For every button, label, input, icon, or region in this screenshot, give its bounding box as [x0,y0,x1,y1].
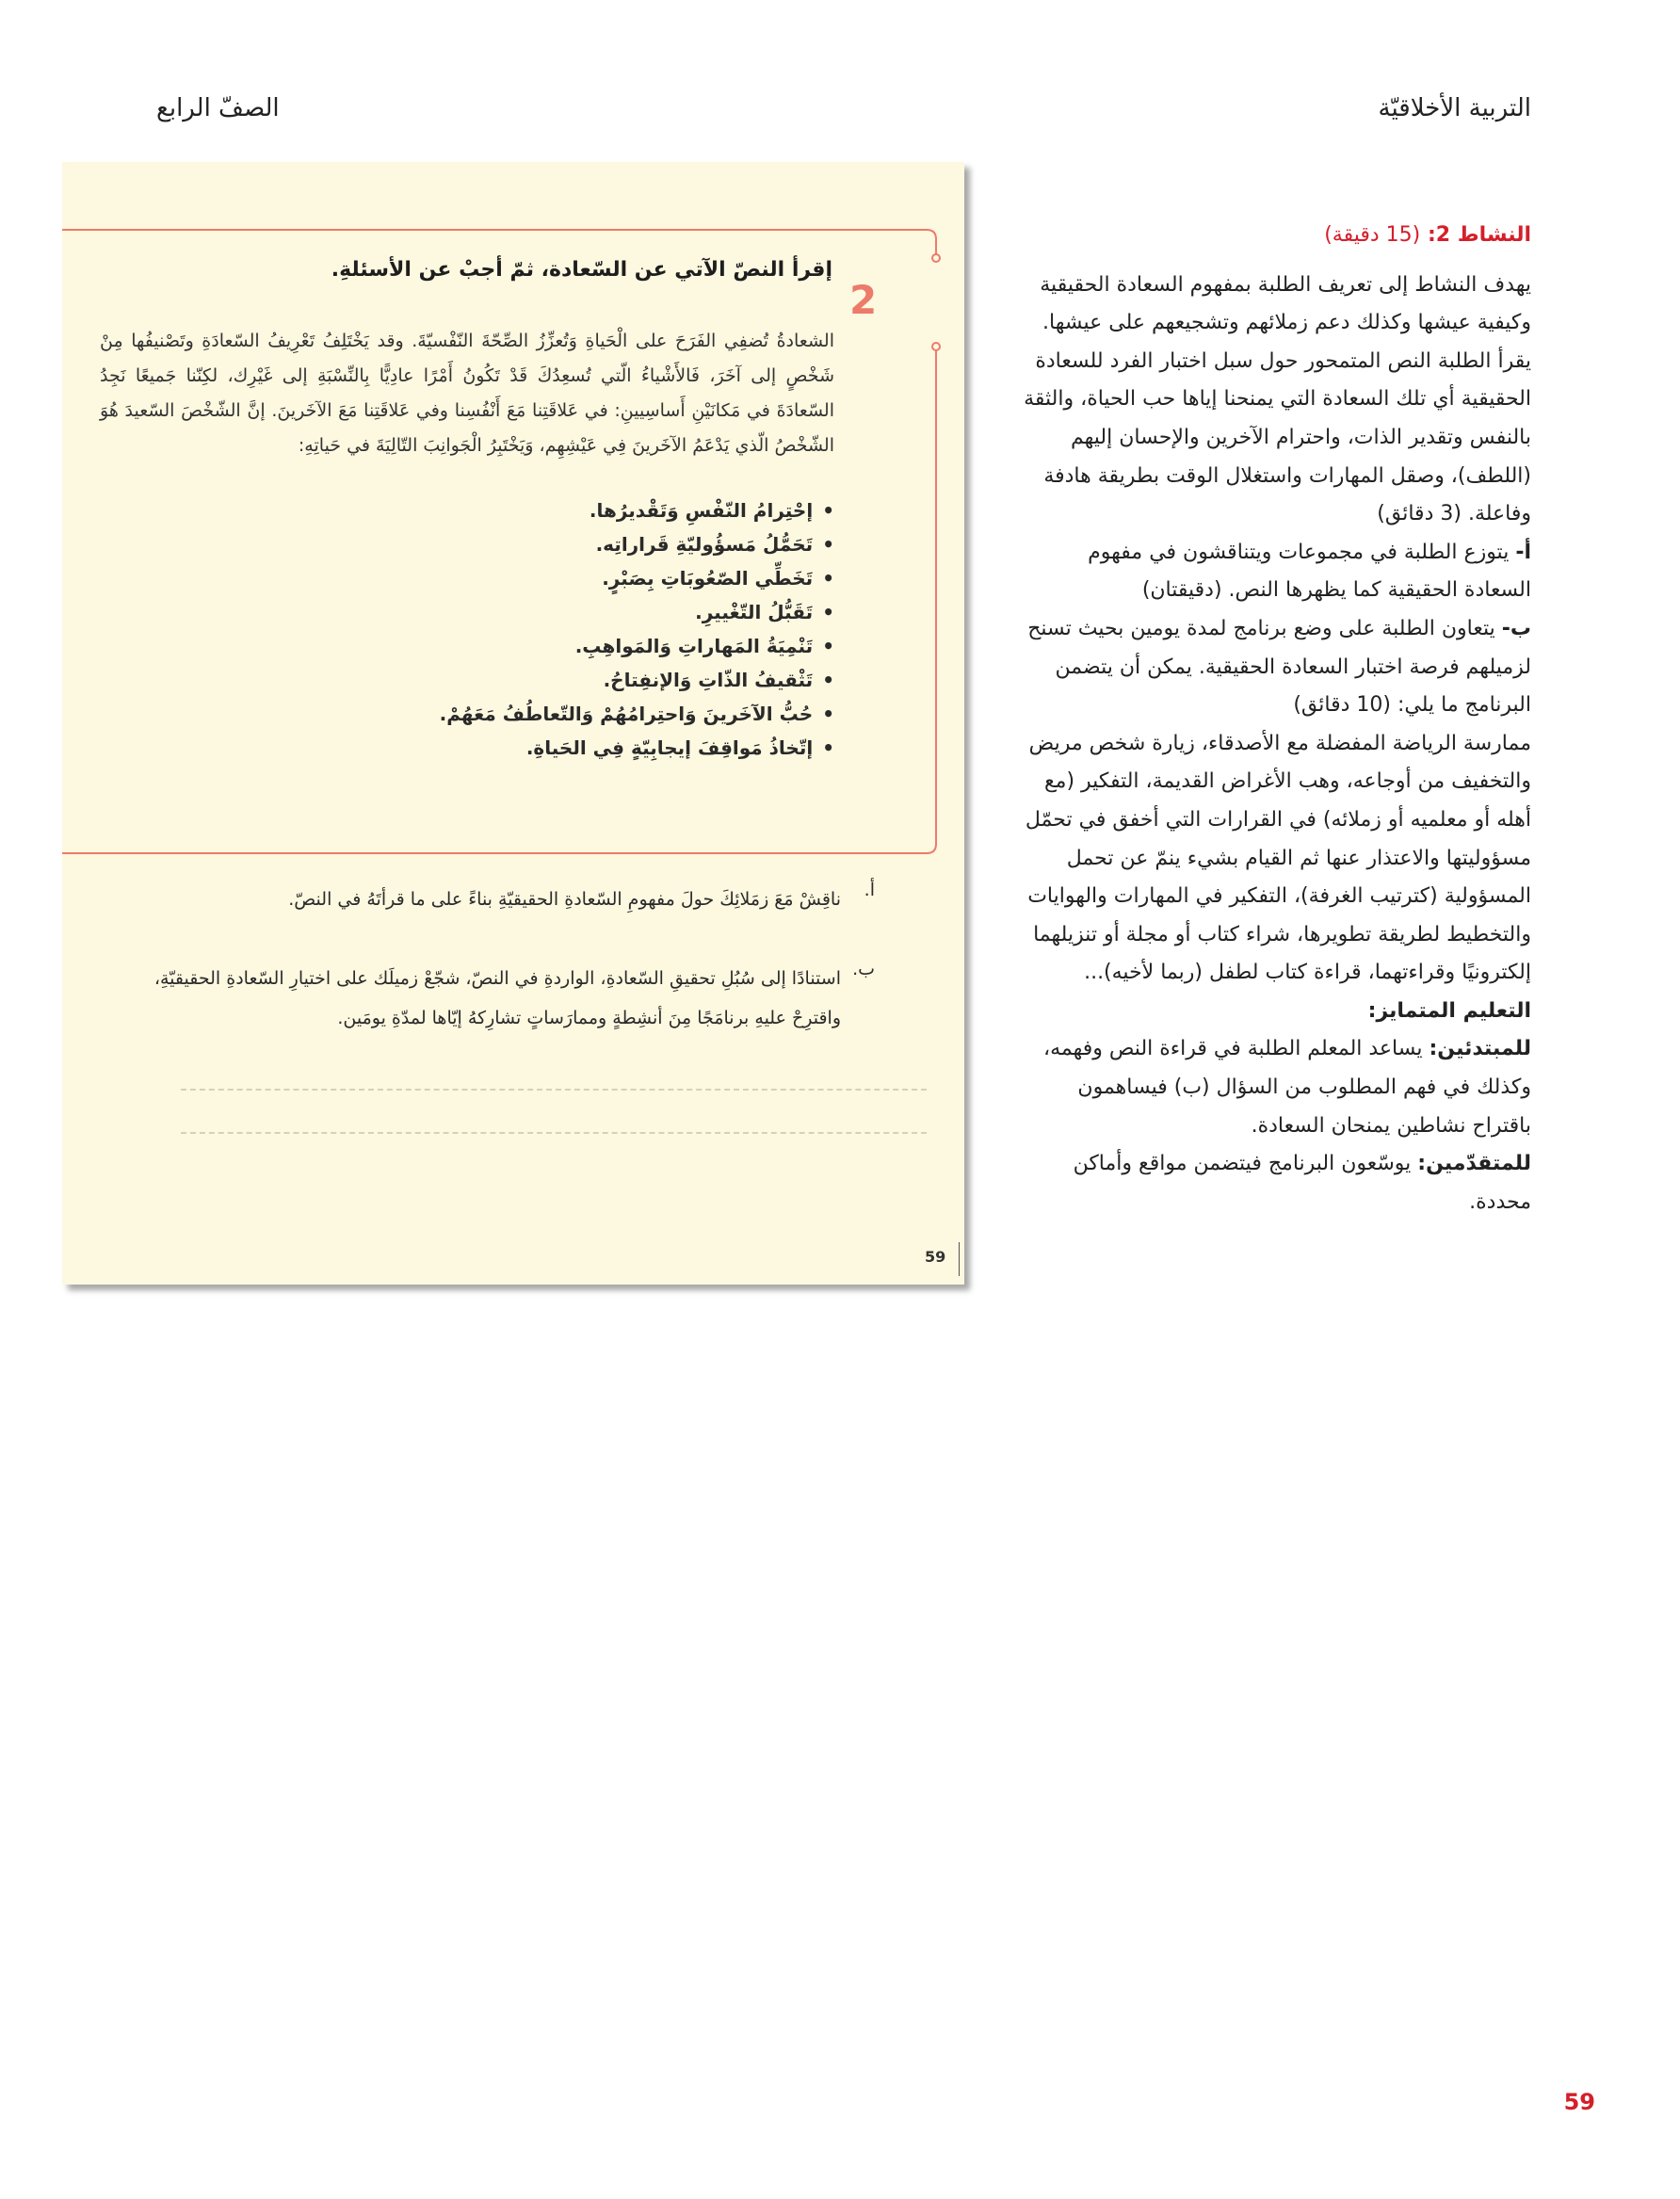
student-book-page [62,162,964,1285]
reading-passage: الشعادةُ تُضفِي الفَرَحَ على الْحَياةِ وَتُعزِّزُ الصِّحّةَ النّفْسيّةَ. وقد يَخْتَلِفُ تَعْرِيفُ السّعادَةِ وتَصْنيفُها مِنْ شَخْصٍ إلى آخَرَ، فَالأَشْياءُ الّتي تُسعِدُكَ قَدْ تَكُونُ أَمْرًا عادِيًّا بِالنِّسْبَةِ إلى غَيْرِك، لكِنّنا جَميعًا نَجِدُ السّعادَةَ في مَكانَيْنِ أَساسِيينِ: في عَلاقَتِنا مَعَ أَنْفُسِنا وفي عَلاقَتِنا مَعَ الآخَرينَ. إنَّ الشّخْصَ السّعيدَ هُوَ الشّخْصُ الّذي يَدْعَمُ الآخَرينَ فِي عَيْشِهِم، وَيَخْتَبِرُ الْجَوانِبَ التّالِيَةَ في حَياتِهِ: [100,331,834,456]
activity-intro: يهدف النشاط إلى تعريف الطلبة بمفهوم السعادة الحقيقية وكيفية عيشها وكذلك دعم زملائهم وتشجيعهم على عيشها. يقرأ الطلبة النص المتمحور حول سبل اختبار الفرد للسعادة الحقيقية أي تلك السعادة التي يمنحنا إياها حب الحياة، والثقة بالنفس وتقدير الذات، واحترام الآخرين والإحسان إليهم (اللطف)، وصقل المهارات واستغلال الوقت بطريقة هادفة وفاعلة. (3 دقائق) [1024,272,1531,526]
page-number-divider [959,1242,960,1276]
teacher-guide [1023,217,1531,1221]
answer-line [181,1132,927,1134]
grade-title: الصفّ الرابع [156,94,280,122]
question-text: ناقِشْ مَعَ زمَلائِكَ حولَ مفهومِ السّعادةِ الحقيقيّةِ بناءً على ما قرأتَهُ في النصّ. [288,889,841,910]
happiness-aspects-list [440,493,834,765]
step-b [1023,610,1531,725]
step-b-text: يتعاون الطلبة على وضع برنامج لمدة يومين بحيث تسنح لزميلهم فرصة اختبار السعادة الحقيقية. يمكن أن يتضمن البرنامج ما يلي: (10 دقائق) [1027,616,1531,718]
activity-duration: (15 دقيقة) [1324,223,1421,247]
step-b-label: ب- [1501,616,1531,640]
list-item: • تَحَمُّلُ مَسؤُوليّةِ قَراراتِه. [440,527,834,561]
step-a-text: يتوزع الطلبة في مجموعات ويتناقشون في مفهوم السعادة الحقيقية كما يظهرها النص. (دقيقتان) [1088,540,1531,603]
subject-title: التربية الأخلاقيّة [1378,94,1531,122]
beginners-label: للمبتدئين: [1429,1037,1531,1061]
advanced-note [1023,1145,1531,1221]
question-text: استنادًا إلى سُبُلِ تحقيقِ السّعادةِ، الواردةِ في النصّ، شجّعْ زميلَك على اختيارِ السّعادةِ الحقيقيّةِ، واقترِحْ عليهِ برنامَجًا مِنَ أنشِطةٍ وممارَساتٍ تشارِكهُ إيّاها لمدّةِ يومَين. [153,968,841,1028]
book-page-number: 59 [925,1248,946,1266]
list-item: • تَقَبُّلُ التّغْييرِ. [440,595,834,629]
list-item: • إتّخاذُ مَواقِفَ إيجابِيّةٍ فِي الحَياةِ. [440,731,834,765]
beginners-text: يساعد المعلم الطلبة في قراءة النص وفهمه، وكذلك في فهم المطلوب من السؤال (ب) فيساهمون باقتراح نشاطين يمنحان السعادة. [1042,1037,1531,1138]
answer-line [181,1089,927,1091]
program-suggestions: ممارسة الرياضة المفضلة مع الأصدقاء، زيارة شخص مريض والتخفيف من أوجاعه، وهب الأغراض القديمة، التفكير (مع أهله أو معلميه أو زملائه) في القرارات التي أخفق في تحمّل مسؤوليتها والاعتذار عنها ثم القيام بشيء ينمّ عن تحمل المسؤولية (كترتيب الغرفة)، التفكير في المهارات والهوايات والتخطيط لطريقة تطويرها، شراء كتاب أو مجلة أو تنزيلهما إلكترونيًا وقراءتهما، قراءة كتاب لطفل (ربما لأخيه)... [1025,731,1531,985]
list-item: • تَخَطِّي الصّعُوبَاتِ بِصَبْرٍ. [440,561,834,595]
advanced-label: للمتقدّمين: [1417,1152,1531,1176]
differentiation-title: التعليم المتمايز: [1367,998,1531,1023]
list-item: • إحْتِرامُ النّفْسِ وَتَقْديرُها. [440,493,834,527]
list-item: • تَثْقيفُ الذّاتِ وَالإنفِتاحُ. [440,663,834,697]
question-label: ب. [852,959,875,979]
activity-heading-label: النشاط 2: [1427,223,1531,247]
step-a-label: أ- [1515,540,1531,564]
question-label: أ. [864,880,875,900]
page-number: 59 [1563,2089,1595,2115]
beginners-note [1023,1030,1531,1145]
list-item: • حُبُّ الآخَرينَ وَاحتِرامُهُمْ وَالتّعاطُفُ مَعَهُمْ. [440,697,834,731]
advanced-text: يوسّعون البرنامج فيتضمن مواقع وأماكن محددة. [1073,1152,1531,1214]
list-item: • تَنْمِيَةُ المَهاراتِ وَالمَواهِبِ. [440,629,834,663]
step-a [1023,534,1531,610]
activity-number: 2 [849,277,878,323]
activity-heading [1023,217,1531,255]
activity-instruction: إقرأ النصّ الآتي عن السّعادة، ثمّ أجبْ عن الأسئلةِ. [331,258,832,282]
